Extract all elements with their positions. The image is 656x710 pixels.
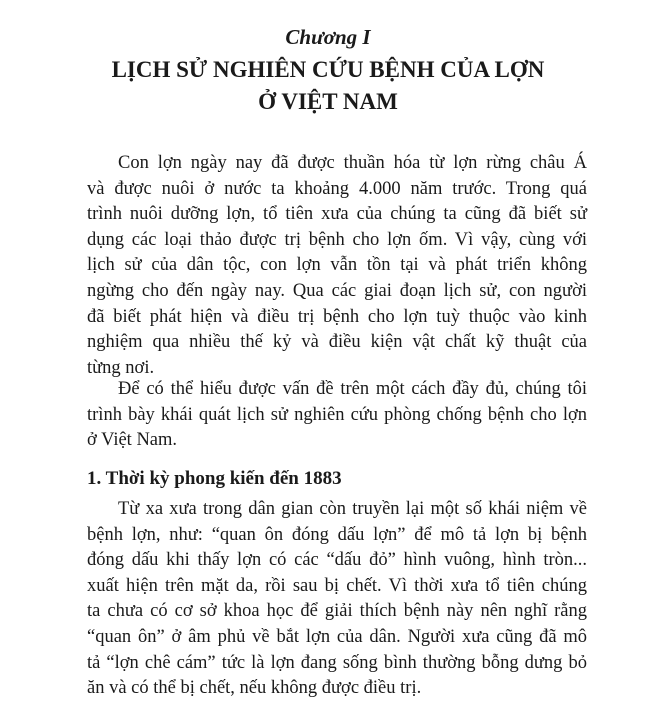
paragraph-line: tả “lợn chê cám” tức là lợn đang sống bình thường bỗng dưng bỏ [87, 652, 587, 673]
paragraph-line: nghiệm qua nhiều thế kỷ và điều kiện vật chất kỹ thuật của [87, 332, 587, 353]
chapter-title [0, 54, 656, 118]
intro-paragraph [87, 151, 587, 381]
chapter-title-line-2: Ở VIỆT NAM [258, 89, 398, 114]
paragraph-line: bệnh lợn, như: “quan ôn đóng dấu lợn” để mô tả lợn bị bệnh [87, 524, 587, 545]
paragraph-line: ta chưa có cơ sở khoa học để giải thích bệnh này nên nghĩ rằng [87, 601, 587, 622]
paragraph-line: lịch sử của dân tộc, con lợn vẫn tồn tại và phát triển không [87, 255, 587, 276]
paragraph-line: Con lợn ngày nay đã được thuần hóa từ lợn rừng châu Á [118, 153, 587, 173]
paragraph-line: từng nơi. [87, 357, 155, 378]
paragraph-line: ở Việt Nam. [87, 430, 178, 451]
paragraph-line: Để có thể hiểu được vấn đề trên một cách đầy đủ, chúng tôi [118, 379, 587, 399]
section-heading: 1. Thời kỳ phong kiến đến 1883 [87, 468, 342, 489]
scope-paragraph [87, 377, 587, 454]
paragraph-line: xuất hiện trên mặt da, rồi sau bị chết. Vì thời xưa tổ tiên chúng [87, 575, 587, 596]
paragraph-line: dụng các loại thảo được trị bệnh cho lợn ốm. Vì vậy, cùng với [87, 229, 587, 250]
paragraph-line: “quan ôn” ở âm phủ về bắt lợn của dân. Người xưa cũng đã mô [87, 626, 587, 647]
paragraph-line: đóng dấu khi thấy lợn có các “dấu đỏ” hình vuông, hình tròn... [87, 550, 587, 571]
chapter-title-line-1: LỊCH SỬ NGHIÊN CỨU BỆNH CỦA LỢN [111, 57, 545, 82]
paragraph-line: ngừng cho đến ngày nay. Qua các giai đoạn lịch sử, con người [87, 280, 587, 301]
paragraph-line: và được nuôi ở nước ta khoảng 4.000 năm trước. Trong quá [87, 178, 587, 199]
chapter-label: Chương I [285, 25, 371, 49]
section-paragraph [87, 497, 587, 702]
paragraph-line: trình bày khái quát lịch sử nghiên cứu phòng chống bệnh cho lợn [87, 404, 587, 425]
paragraph-line: đã biết phát hiện và điều trị bệnh cho lợn tuỳ thuộc vào kinh [87, 306, 587, 327]
paragraph-line: Từ xa xưa trong dân gian còn truyền lại một số khái niệm về [118, 499, 587, 519]
paragraph-line: trình nuôi dưỡng lợn, tổ tiên xưa của chúng ta cũng đã biết sử [87, 204, 587, 225]
paragraph-line: ăn và có thể bị chết, nếu không được điều trị. [87, 678, 422, 699]
